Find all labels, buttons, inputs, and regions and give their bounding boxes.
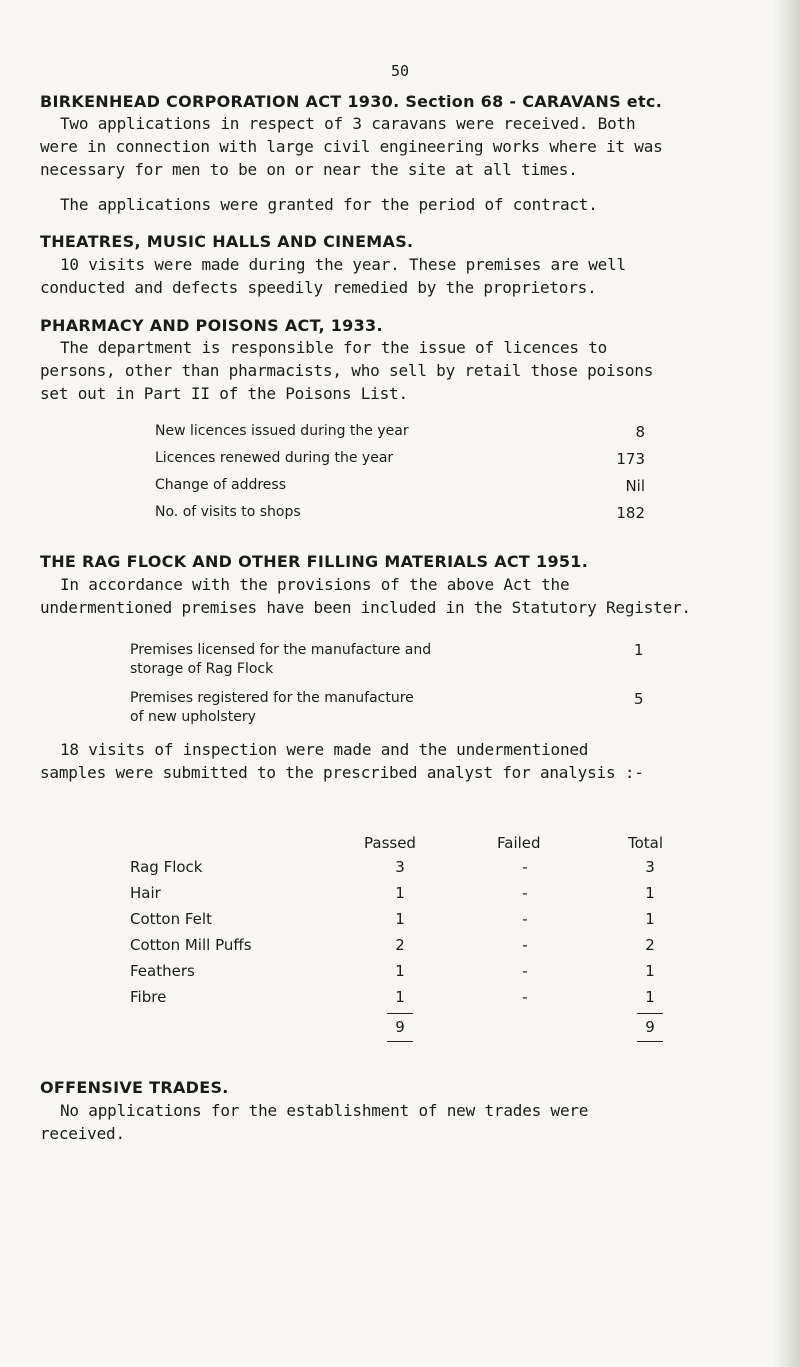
row-name: Cotton Felt [130, 910, 212, 928]
row-name: Hair [130, 884, 161, 902]
cell-total: 1 [645, 884, 655, 902]
theatres-para-line: 10 visits were made during the year. These premises are well [60, 255, 626, 274]
cell-passed: 2 [395, 936, 405, 954]
page-edge-shading [772, 0, 800, 1367]
total-passed: 9 [395, 1018, 405, 1036]
offensive-heading: OFFENSIVE TRADES. [40, 1078, 229, 1097]
pharmacy-para-line: persons, other than pharmacists, who sell by retail those poisons [40, 361, 654, 380]
cell-failed: - [522, 910, 528, 928]
pharmacy-item-value: 182 [616, 504, 645, 522]
cell-failed: - [522, 858, 528, 876]
premises-value: 1 [634, 641, 644, 659]
sum-rule [387, 1041, 413, 1042]
pharmacy-para-line: set out in Part II of the Poisons List. [40, 384, 408, 403]
caravans-heading: BIRKENHEAD CORPORATION ACT 1930. Section 68 - CARAVANS etc. [40, 92, 663, 111]
offensive-para-line: received. [40, 1124, 125, 1143]
cell-total: 1 [645, 988, 655, 1006]
rag-flock-para-line: In accordance with the provisions of the above Act the [60, 575, 570, 594]
cell-failed: - [522, 962, 528, 980]
premises-label-line: Premises registered for the manufacture [130, 690, 414, 706]
theatres-heading: THEATRES, MUSIC HALLS AND CINEMAS. [40, 232, 414, 251]
cell-failed: - [522, 936, 528, 954]
cell-total: 1 [645, 962, 655, 980]
row-name: Rag Flock [130, 858, 203, 876]
sum-rule [637, 1013, 663, 1014]
caravans-para-line: Two applications in respect of 3 caravans were received. Both [60, 114, 636, 133]
rag-flock-para-line: undermentioned premises have been included in the Statutory Register. [40, 598, 691, 617]
header-total: Total [628, 834, 664, 852]
cell-passed: 1 [395, 988, 405, 1006]
total-total: 9 [645, 1018, 655, 1036]
page-number: 50 [390, 62, 410, 80]
theatres-para-line: conducted and defects speedily remedied by the proprietors. [40, 278, 597, 297]
caravans-para-line: were in connection with large civil engineering works where it was [40, 137, 663, 156]
premises-label [130, 689, 414, 727]
premises-value: 5 [634, 690, 644, 708]
cell-passed: 1 [395, 884, 405, 902]
cell-failed: - [522, 988, 528, 1006]
pharmacy-para-line: The department is responsible for the issue of licences to [60, 338, 608, 357]
pharmacy-item-label: Change of address [155, 477, 286, 493]
caravans-para2: The applications were granted for the period of contract. [60, 195, 598, 214]
row-name: Fibre [130, 988, 167, 1006]
pharmacy-item-label: No. of visits to shops [155, 504, 301, 520]
cell-total: 2 [645, 936, 655, 954]
cell-total: 3 [645, 858, 655, 876]
cell-total: 1 [645, 910, 655, 928]
row-name: Cotton Mill Puffs [130, 936, 252, 954]
premises-label-line: of new upholstery [130, 709, 256, 725]
pharmacy-item-value: Nil [625, 477, 645, 495]
header-failed: Failed [497, 834, 541, 852]
cell-passed: 1 [395, 962, 405, 980]
pharmacy-item-label: Licences renewed during the year [155, 450, 394, 466]
cell-passed: 1 [395, 910, 405, 928]
offensive-para-line: No applications for the establishment of new trades were [60, 1101, 589, 1120]
rag-flock-heading: THE RAG FLOCK AND OTHER FILLING MATERIALS ACT 1951. [40, 552, 589, 571]
sum-rule [387, 1013, 413, 1014]
cell-failed: - [522, 884, 528, 902]
cell-passed: 3 [395, 858, 405, 876]
sum-rule [637, 1041, 663, 1042]
premises-label-line: storage of Rag Flock [130, 661, 274, 677]
rag-flock-para2-line: 18 visits of inspection were made and the undermentioned [60, 740, 589, 759]
pharmacy-item-label: New licences issued during the year [155, 423, 409, 439]
pharmacy-item-value: 8 [635, 423, 645, 441]
pharmacy-heading: PHARMACY AND POISONS ACT, 1933. [40, 316, 383, 335]
header-passed: Passed [364, 834, 416, 852]
rag-flock-para2-line: samples were submitted to the prescribed analyst for analysis :- [40, 763, 644, 782]
pharmacy-item-value: 173 [616, 450, 645, 468]
row-name: Feathers [130, 962, 195, 980]
premises-label [130, 641, 431, 679]
premises-label-line: Premises licensed for the manufacture and [130, 642, 432, 658]
caravans-para-line: necessary for men to be on or near the site at all times. [40, 160, 578, 179]
